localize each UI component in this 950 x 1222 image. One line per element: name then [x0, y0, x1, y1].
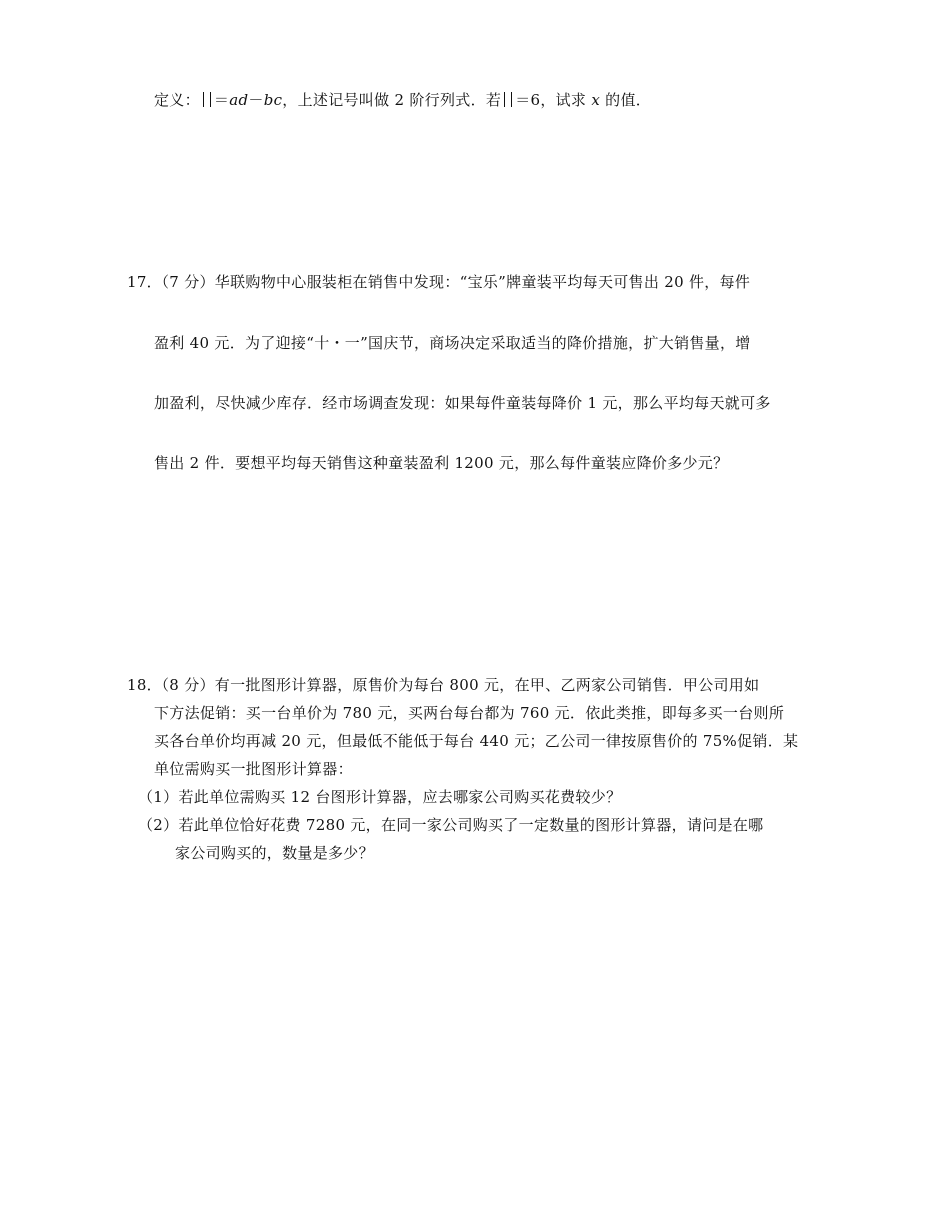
- q17-line-3: 加盈利，尽快减少库存．经市场调查发现：如果每件童装每降价 1 元，那么平均每天就可多: [154, 394, 771, 412]
- q18-line-3: 买各台单价均再减 20 元，但最低不能低于每台 440 元；乙公司一律按原售价的 75%促销．某: [154, 732, 799, 750]
- determinant-right-bar: [210, 92, 211, 107]
- determinant-left-bar-2: [504, 92, 505, 107]
- q18-number: 18．: [127, 676, 162, 694]
- q18-sub-2-cont: 家公司购买的，数量是多少？: [175, 844, 374, 862]
- definition-bc: bc: [263, 91, 283, 109]
- definition-equals-six: ＝6，试求: [515, 91, 592, 109]
- q17-line-1: （7 分）华联购物中心服装柜在销售中发现：“宝乐”牌童装平均每天可售出 20 件，每件: [154, 273, 751, 291]
- definition-x: x: [591, 91, 601, 109]
- determinant-right-bar-2: [511, 92, 512, 107]
- q18-sub-1: （1）若此单位需购买 12 台图形计算器，应去哪家公司购买花费较少？: [138, 788, 622, 806]
- q17-line-4: 售出 2 件．要想平均每天销售这种童装盈利 1200 元，那么每件童装应降价多少元？: [154, 454, 729, 472]
- q18-line-4: 单位需购买一批图形计算器：: [154, 760, 353, 778]
- definition-suffix: 的值．: [600, 91, 652, 109]
- q18-line-2: 下方法促销：买一台单价为 780 元，买两台每台都为 760 元．依此类推，即每多买一台则所: [154, 704, 785, 722]
- definition-middle: ，上述记号叫做 2 阶行列式．若: [282, 91, 502, 109]
- q17-line-2: 盈利 40 元．为了迎接“十・一”国庆节，商场决定采取适当的降价措施，扩大销售量，增: [154, 334, 751, 352]
- q18-sub-2: （2）若此单位恰好花费 7280 元，在同一家公司购买了一定数量的图形计算器，请问是在哪: [138, 816, 764, 834]
- determinant-left-bar: [203, 92, 204, 107]
- q18-line-1: （8 分）有一批图形计算器，原售价为每台 800 元，在甲、乙两家公司销售．甲公司用如: [154, 676, 760, 694]
- definition-prefix: 定义：: [154, 91, 200, 109]
- definition-ad: ad: [229, 91, 249, 109]
- definition-minus: －: [248, 91, 264, 109]
- definition-equals: ＝: [213, 91, 230, 109]
- definition-line: [154, 90, 651, 110]
- q17-number: 17．: [127, 273, 162, 291]
